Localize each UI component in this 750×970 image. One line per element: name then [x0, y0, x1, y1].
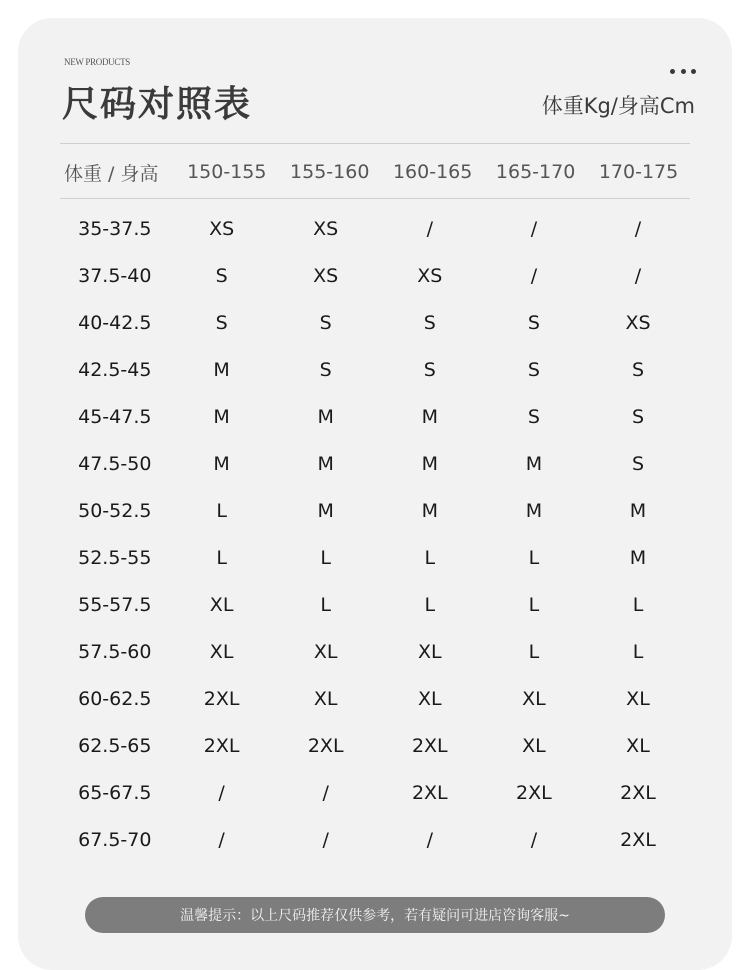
- size-cell: S: [631, 358, 645, 381]
- size-cell: M: [421, 452, 438, 475]
- weight-cell: 52.5-55: [78, 546, 152, 569]
- weight-cell: 67.5-70: [78, 828, 152, 851]
- table-row: [60, 581, 690, 628]
- size-cell: L: [320, 546, 331, 569]
- size-cell: L: [528, 593, 540, 616]
- size-cell: S: [215, 311, 228, 334]
- size-cell: M: [629, 499, 647, 522]
- weight-cell: 65-67.5: [78, 781, 152, 804]
- size-cell: S: [527, 405, 540, 428]
- size-cell: M: [421, 499, 438, 522]
- column-header: 155-160: [290, 161, 370, 183]
- size-cell: L: [216, 546, 227, 569]
- size-cell: /: [530, 264, 538, 287]
- size-cell: XL: [313, 640, 338, 663]
- table-row: [60, 769, 690, 816]
- size-cell: /: [530, 217, 538, 240]
- size-cell: /: [218, 781, 225, 804]
- column-header: 160-165: [392, 161, 473, 183]
- size-cell: 2XL: [203, 734, 240, 757]
- size-cell: XL: [209, 640, 234, 663]
- unit-label: 体重Kg/身高Cm: [541, 94, 695, 118]
- weight-cell: 55-57.5: [78, 593, 152, 616]
- size-cell: XS: [417, 264, 443, 287]
- size-cell: L: [424, 593, 436, 616]
- weight-cell: 37.5-40: [78, 264, 152, 287]
- size-cell: 2XL: [307, 734, 344, 757]
- size-table: [60, 205, 690, 863]
- top-divider: [60, 143, 690, 144]
- size-cell: XL: [522, 687, 546, 710]
- weight-cell: 57.5-60: [78, 640, 152, 663]
- size-cell: XL: [417, 687, 442, 710]
- table-header: [60, 146, 690, 198]
- weight-cell: 45-47.5: [78, 405, 152, 428]
- size-cell: 2XL: [620, 828, 656, 851]
- size-cell: XL: [626, 734, 650, 757]
- size-cell: XS: [209, 217, 235, 240]
- table-row: [60, 205, 690, 252]
- size-cell: 2XL: [411, 734, 448, 757]
- size-cell: L: [528, 546, 540, 569]
- size-cell: S: [423, 358, 436, 381]
- size-cell: /: [634, 264, 642, 287]
- dot: [681, 69, 686, 74]
- corner-label: 体重 / 身高: [64, 162, 159, 185]
- size-cell: L: [632, 640, 644, 663]
- size-cell: S: [423, 311, 436, 334]
- weight-cell: 62.5-65: [78, 734, 152, 757]
- size-cell: /: [218, 828, 225, 851]
- weight-cell: 60-62.5: [78, 687, 152, 710]
- size-cell: /: [426, 217, 433, 240]
- size-cell: M: [213, 358, 230, 381]
- column-header: 150-155: [187, 161, 267, 183]
- size-cell: M: [213, 405, 230, 428]
- size-cell: XS: [313, 217, 339, 240]
- size-cell: S: [319, 358, 332, 381]
- size-cell: XL: [313, 687, 338, 710]
- size-cell: XS: [313, 264, 339, 287]
- size-cell: /: [634, 217, 642, 240]
- size-cell: M: [317, 452, 334, 475]
- table-row: [60, 440, 690, 487]
- size-cell: M: [525, 452, 543, 475]
- dot: [691, 69, 696, 74]
- size-cell: XL: [417, 640, 442, 663]
- table-row: [60, 252, 690, 299]
- dot: [670, 69, 675, 74]
- more-dots-icon[interactable]: [670, 64, 696, 78]
- weight-cell: 35-37.5: [78, 217, 152, 240]
- table-row: [60, 534, 690, 581]
- size-cell: L: [528, 640, 540, 663]
- size-cell: XS: [625, 311, 651, 334]
- size-cell: /: [322, 781, 329, 804]
- size-cell: /: [322, 828, 329, 851]
- table-row: [60, 393, 690, 440]
- size-cell: XL: [209, 593, 234, 616]
- table-row: [60, 487, 690, 534]
- size-cell: M: [213, 452, 230, 475]
- size-cell: S: [215, 264, 228, 287]
- tagline: NEW PRODUCTS: [64, 57, 130, 67]
- size-cell: 2XL: [620, 781, 656, 804]
- size-cell: M: [525, 499, 543, 522]
- size-cell: /: [426, 828, 433, 851]
- size-cell: 2XL: [516, 781, 552, 804]
- table-row: [60, 299, 690, 346]
- size-cell: L: [320, 593, 331, 616]
- size-cell: M: [629, 546, 647, 569]
- size-cell: M: [317, 405, 334, 428]
- size-cell: L: [216, 499, 227, 522]
- header-divider: [60, 198, 690, 199]
- size-cell: S: [631, 452, 645, 475]
- size-cell: S: [527, 311, 540, 334]
- page-title: 尺码对照表: [62, 84, 253, 125]
- weight-cell: 42.5-45: [78, 358, 152, 381]
- table-row: [60, 722, 690, 769]
- size-cell: S: [631, 405, 645, 428]
- column-header: 165-170: [495, 161, 576, 183]
- table-row: [60, 346, 690, 393]
- size-cell: S: [319, 311, 332, 334]
- weight-cell: 47.5-50: [78, 452, 152, 475]
- table-row: [60, 675, 690, 722]
- table-row: [60, 628, 690, 675]
- size-cell: M: [421, 405, 438, 428]
- size-cell: L: [632, 593, 644, 616]
- size-cell: 2XL: [203, 687, 240, 710]
- table-row: [60, 816, 690, 863]
- weight-cell: 50-52.5: [78, 499, 152, 522]
- size-cell: /: [530, 828, 538, 851]
- size-cell: 2XL: [411, 781, 448, 804]
- size-cell: XL: [626, 687, 650, 710]
- size-cell: L: [424, 546, 436, 569]
- size-cell: S: [527, 358, 540, 381]
- weight-cell: 40-42.5: [78, 311, 152, 334]
- column-header: 170-175: [598, 161, 679, 183]
- notice-banner: 温馨提示：以上尺码推荐仅供参考，若有疑问可进店咨询客服~: [85, 897, 665, 933]
- size-cell: XL: [522, 734, 546, 757]
- size-cell: M: [317, 499, 334, 522]
